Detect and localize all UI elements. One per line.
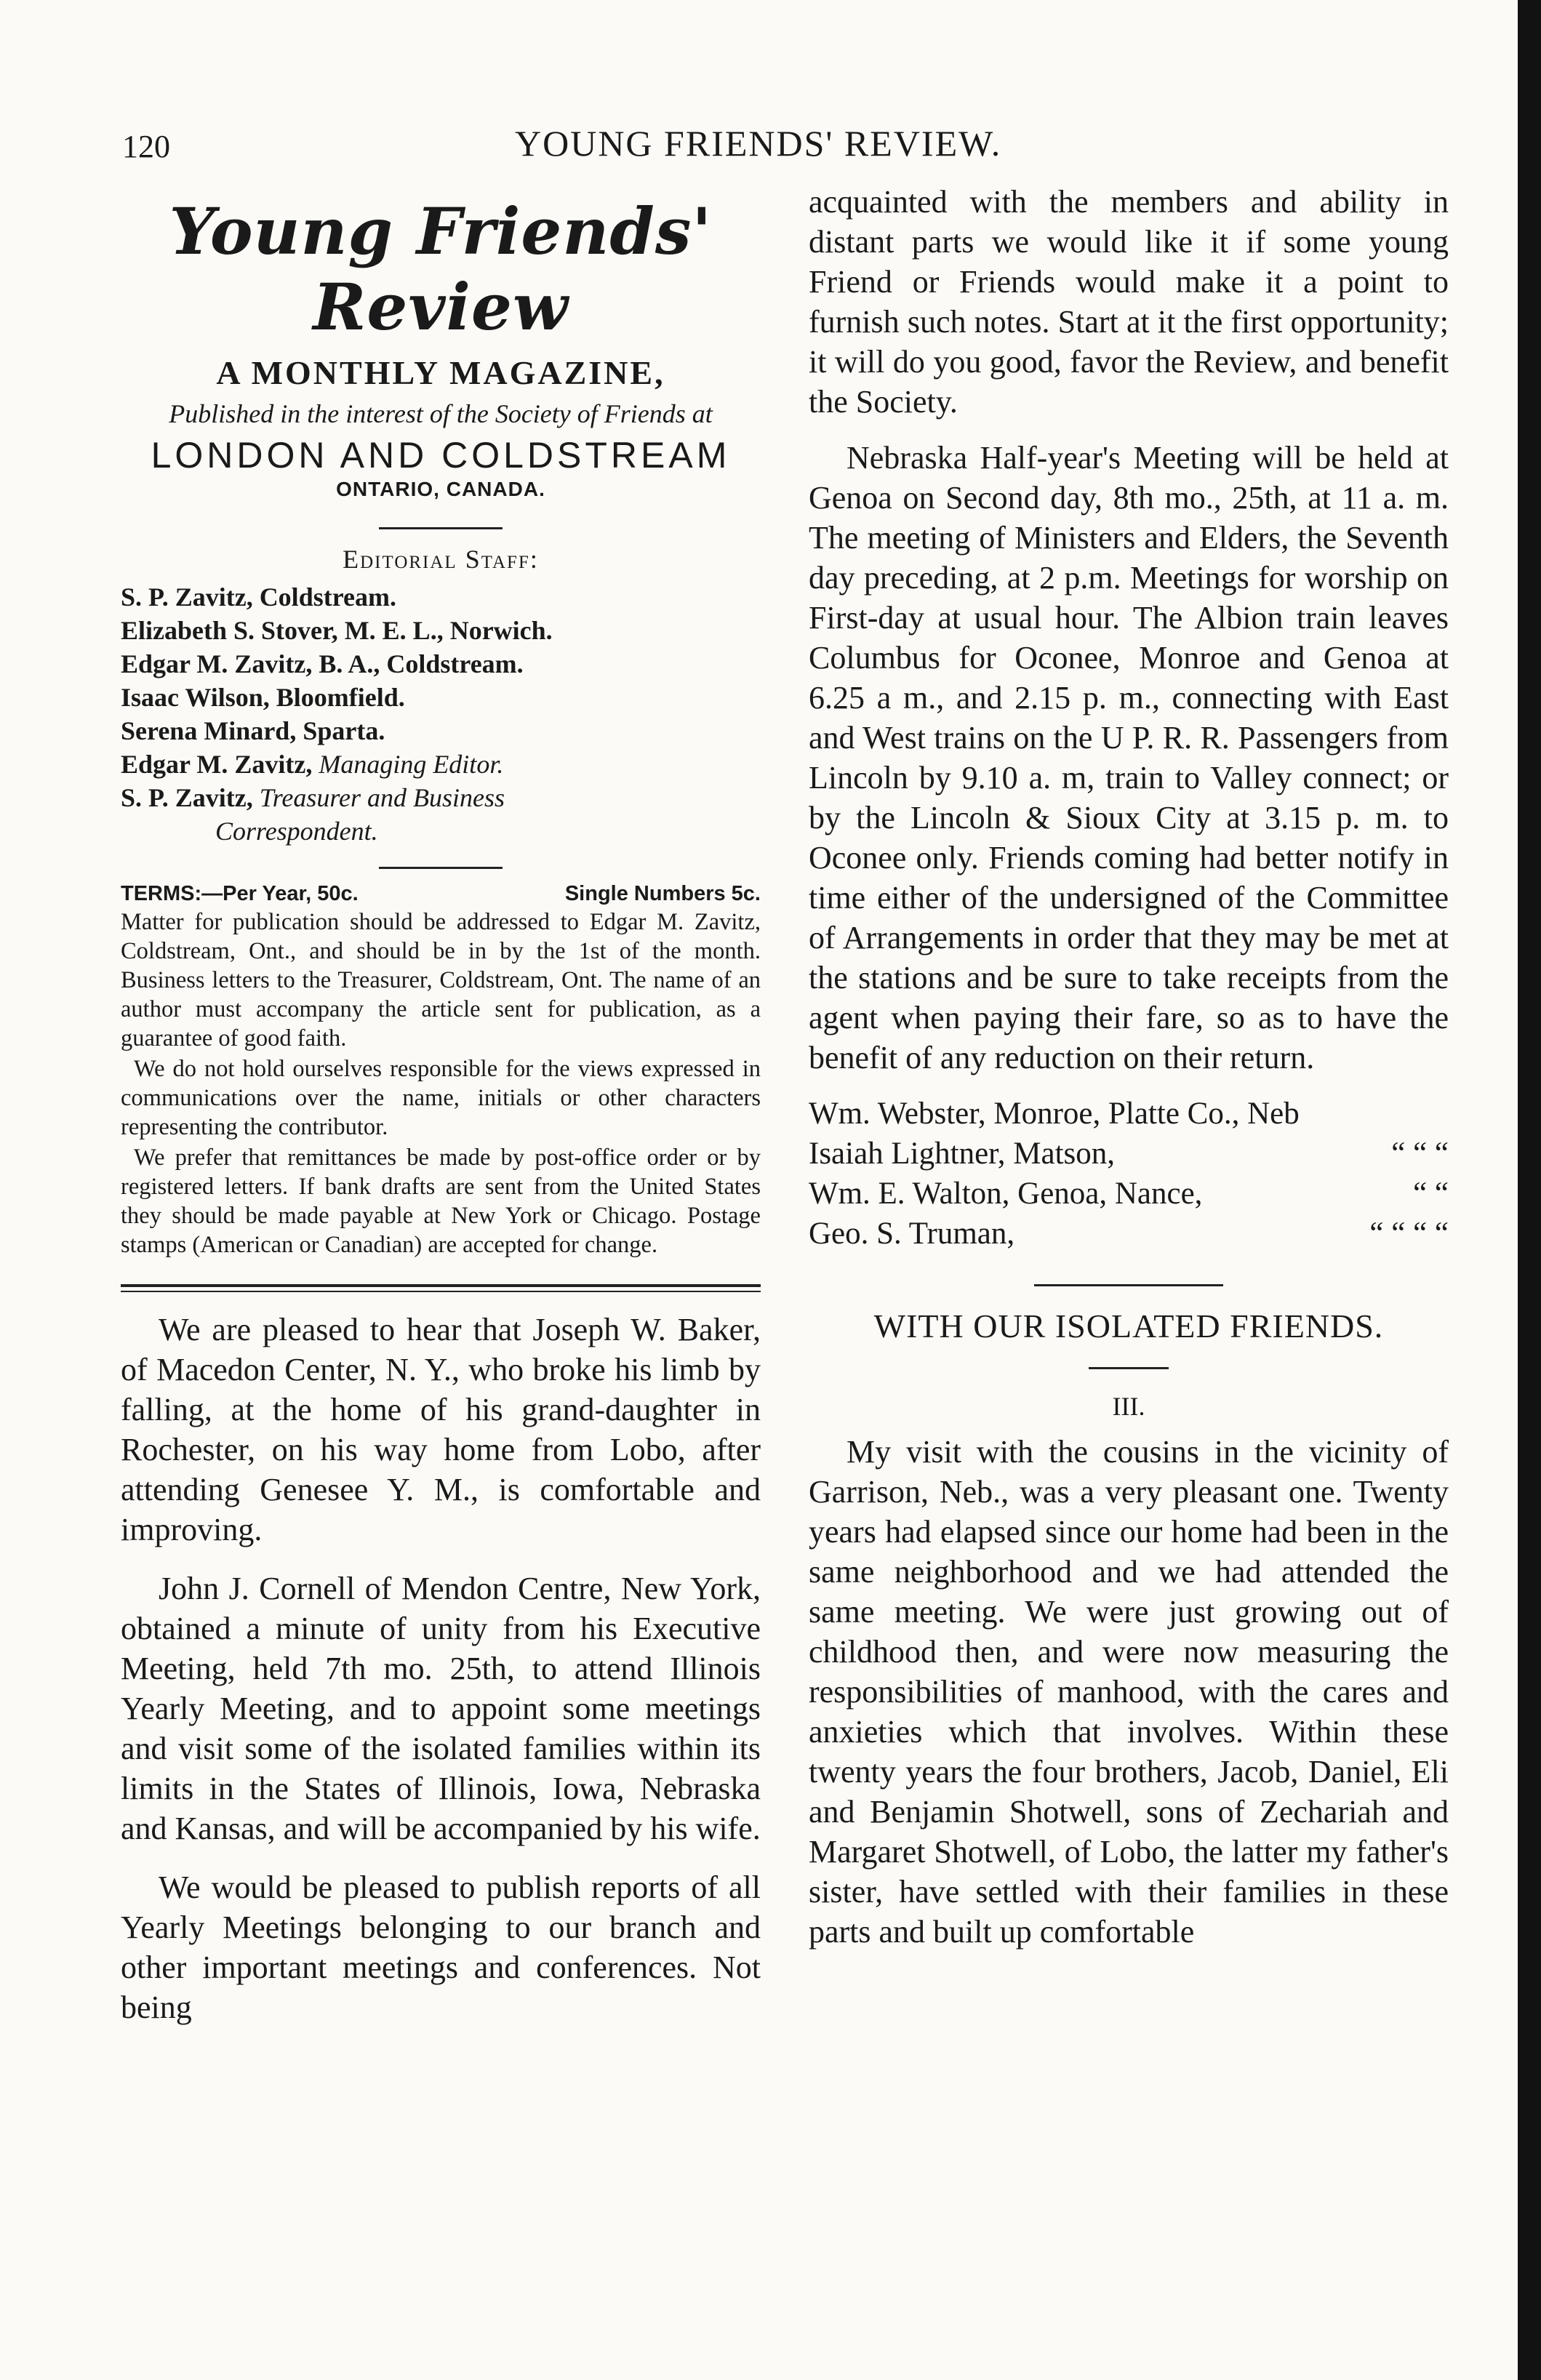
left-column [121,188,761,2046]
staff-managing-name: Edgar M. Zavitz, [121,750,313,779]
article-paragraph: My visit with the cousins in the vicinity of Garrison, Neb., was a very pleasant one. Twenty years had elapsed since our home had been in the same neighborhood and we had attended the same meeting. We were just growing out of childhood then, and were now measuring the responsibilities of manhood, with the cares and anxieties which that involves. Within these twenty years the four brothers, Jacob, Daniel, Eli and Benjamin Shotwell, sons of Zechariah and Margaret Shotwell, of Lobo, the latter my father's sister, have settled with their families in these parts and built up comfortable [809,1434,1449,1950]
terms-paragraph: We do not hold ourselves responsible for the views expressed in communications over the name, initials or other characters representing the contributor. [121,1056,761,1140]
staff-member: S. P. Zavitz, Coldstream. [121,582,397,612]
signatory-row [809,1214,1449,1254]
signatory-row [809,1174,1449,1214]
signatories [809,1094,1449,1254]
signatory-row [809,1134,1449,1174]
signatory-ditto: “ “ [1413,1177,1449,1211]
page-edge [1518,0,1541,2380]
terms-paragraph: Matter for publication should be addressed to Edgar M. Zavitz, Coldstream, Ont., and should be in by the 1st of the month. Business letters to the Treasurer, Coldstream, Ont. The name of an author must accompany the article sent for publication, as a guarantee of good faith. [121,909,761,1051]
signatory-row [809,1094,1449,1134]
terms-single: Single Numbers 5c. [564,882,761,905]
terms-paragraph: We prefer that remittances be made by post-office order or by registered letters. If bank drafts are sent from the United States they should be made payable at New York or Chicago. Postage stamps (American or Canadian) are accepted for change. [121,1145,761,1258]
staff-managing-editor [121,748,761,781]
staff-member: Isaac Wilson, Bloomfield. [121,683,405,712]
signatory-ditto: “ “ “ [1391,1137,1449,1171]
staff-member: Elizabeth S. Stover, M. E. L., Norwich. [121,616,553,645]
divider [379,527,503,529]
section-heading: WITH OUR ISOLATED FRIENDS. [873,1307,1384,1345]
divider [1034,1284,1223,1286]
article-paragraph: acquainted with the members and ability in distant parts we would like it if some young Friend or Friends would make it a point to furnish such notes. Start at it the first opportunity; it will do you good, favor the Review, and benefit the Society. [809,184,1449,420]
journal-title: YOUNG FRIENDS' REVIEW. [515,123,1002,164]
terms-per-year: TERMS:—Per Year, 50c. [121,882,359,905]
masthead-subtitle: A MONTHLY MAGAZINE, [216,354,665,391]
staff-list [121,580,761,848]
signatory-name: Wm. Webster, Monroe, Platte Co., Neb [809,1097,1300,1131]
staff-member: Serena Minard, Sparta. [121,716,385,745]
right-column [809,182,1449,1968]
divider [1089,1367,1169,1369]
signatory-name: Geo. S. Truman, [809,1217,1015,1251]
article-paragraph: We are pleased to hear that Joseph W. Baker, of Macedon Center, N. Y., who broke his limb by falling, at the home of his grand-daughter in Rochester, on his way home from Lobo, after attending Genesee Y. M., is comfortable and improving. [121,1312,761,1547]
divider [379,867,503,869]
article-paragraph: We would be pleased to publish reports of all Yearly Meetings belonging to our branch and other important meetings and conferences. Not being [121,1870,761,2025]
staff-treasurer-role-cont: Correspondent. [215,817,378,846]
masthead-place: LONDON AND COLDSTREAM [151,435,731,476]
signatory-name: Wm. E. Walton, Genoa, Nance, [809,1177,1203,1211]
staff-treasurer-name: S. P. Zavitz, [121,783,253,812]
signatory-name: Isaiah Lightner, Matson, [809,1137,1116,1171]
staff-treasurer [121,781,761,814]
masthead-published-line: Published in the interest of the Society of Friends at [169,399,713,428]
section-numeral: III. [1112,1392,1145,1421]
article-paragraph: John J. Cornell of Mendon Centre, New York, obtained a minute of unity from his Executive Meeting, held 7th mo. 25th, to attend Illinois Yearly Meeting, and to appoint some meetings and visit some of the isolated families within its limits in the States of Illinois, Iowa, Nebraska and Kansas, and will be accompanied by his wife. [121,1571,761,1846]
staff-heading: Editorial Staff: [343,545,539,574]
staff-treasurer-role: Treasurer and Business [259,783,505,812]
terms-row [121,882,761,906]
staff-managing-role: Managing Editor. [319,750,504,779]
signatory-ditto: “ “ “ “ [1369,1217,1449,1251]
article-paragraph: Nebraska Half-year's Meeting will be held at Genoa on Second day, 8th mo., 25th, at 11 a. m. The meeting of Ministers and Elders, the Seventh day preceding, at 2 p.m. Meetings for worship on First-day at usual hour. The Albion train leaves Columbus for Oconee, Monroe and Genoa at 6.25 a m., and 2.15 p. m., connecting with East and West trains on the U P. R. R. Passengers from Lincoln by 9.10 a. m, train to Valley connect; or by the Lincoln & Sioux City at 3.15 p. m. to Oconee only. Friends coming had better notify in time either of the undersigned of the Committee of Arrangements in order that they may be met at the stations and be sure to take receipts from the agent when paying their fare, so as to have the benefit of any reduction on their return. [809,440,1449,1075]
masthead-country: ONTARIO, CANADA. [336,478,545,500]
double-rule [121,1284,761,1292]
staff-member: Edgar M. Zavitz, B. A., Coldstream. [121,649,524,678]
running-head [122,122,1431,173]
masthead-title: Young Friends' Review [169,193,713,345]
page-number: 120 [122,129,170,164]
